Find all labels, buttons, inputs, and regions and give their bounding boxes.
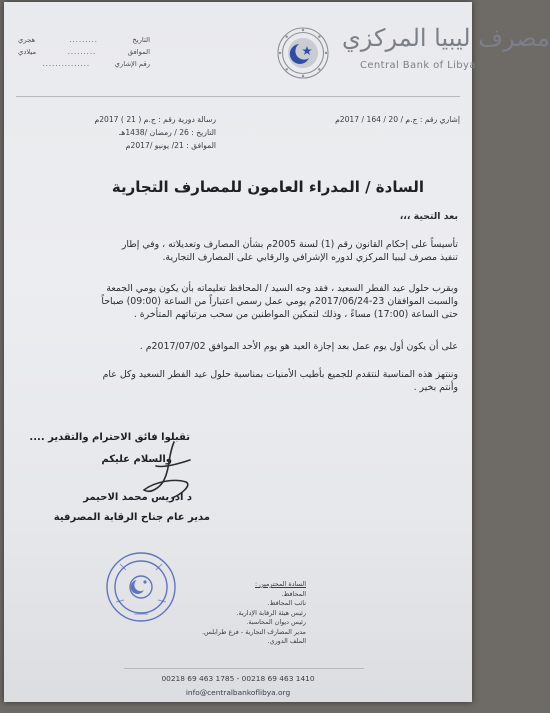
cc-list: السادة المحترمين : المحافظ. نائب المحافظ. رئيس هيئة الرقابة الإدارية. رئيس ديوان المحاسبة. مدير المصارف التجارية - فرع طرابلس. الملف الدوري. [201,580,306,645]
closing-respect: تقبلوا فائق الاحترام والتقدير .... [29,432,190,443]
field-row-corresponding: ميلادي ......... الموافق [18,48,150,56]
signer-name: د ادريس محمد الاحيمر [83,492,192,503]
date-fields-box [18,34,150,70]
official-stamp-icon [104,550,178,624]
bank-name-english: Central Bank of Libya [360,60,476,71]
footer-divider [124,668,364,669]
reference-number: إشاري رقم : ج.م / 20 / 164 / 2017م [335,115,460,124]
signer-title: مدير عام جناح الرقابة المصرفية [53,512,210,523]
bank-logo-icon [276,26,330,80]
field-row-date: هجري ......... التاريخ [18,36,150,44]
header-divider [16,96,460,97]
date-gregorian: الموافق : 21/ يونيو /2017م [125,141,216,150]
circular-number: رسالة دورية رقم : ج.م ( 21 ) 2017م [94,115,216,124]
paragraph-4: وننتهز هذه المناسبة لنتقدم للجميع بأطيب الأمنيات بمناسبة حلول عيد الفطر السعيد وكل عام وأنتم بخير . [102,369,458,393]
field-row-reference: ............... رقم الإشاري [42,60,150,68]
footer-email: info@centralbankoflibya.org [185,688,291,697]
bank-name-arabic: مصرف ليبيا المركزي [342,24,550,52]
paragraph-2: وبقرب حلول عيد الفطر السعيد ، فقد وجه السيد / المحافظ تعليماته بأن يكون يومي الجمعة والسبت الموافقان 23-2017/06/24م يومي عمل رسمي اعتباراً من الساعة (09:00) صباحاً حتى الساعة (17:00) مساءً ، وذلك لتمكين المواطنين من سحب مرتباتهم المتأخرة . [101,283,458,320]
closing-peace: والسلام عليكم [101,454,172,465]
greeting: بعد التحية ،،، [399,211,458,222]
footer-phones: 00218 69 463 1785 - 00218 69 463 1410 [161,674,315,683]
date-hijri: التاريخ : 26 / رمضان /1438هـ [119,128,216,137]
paragraph-3: على أن يكون أول يوم عمل بعد إجازة العيد هو يوم الأحد الموافق 2017/07/02م . [139,341,458,352]
addressee-heading: السادة / المدراء العامون للمصارف التجارية [111,178,424,196]
letter-page [4,2,550,702]
paragraph-1: تأسيساً على إحكام القانون رقم (1) لسنة 2005م بشأن المصارف وتعديلاته ، وفي إطار تنفيذ مصرف ليبيا المركزي لدوره الإشرافي والرقابي على المصارف التجارية. [121,239,458,263]
